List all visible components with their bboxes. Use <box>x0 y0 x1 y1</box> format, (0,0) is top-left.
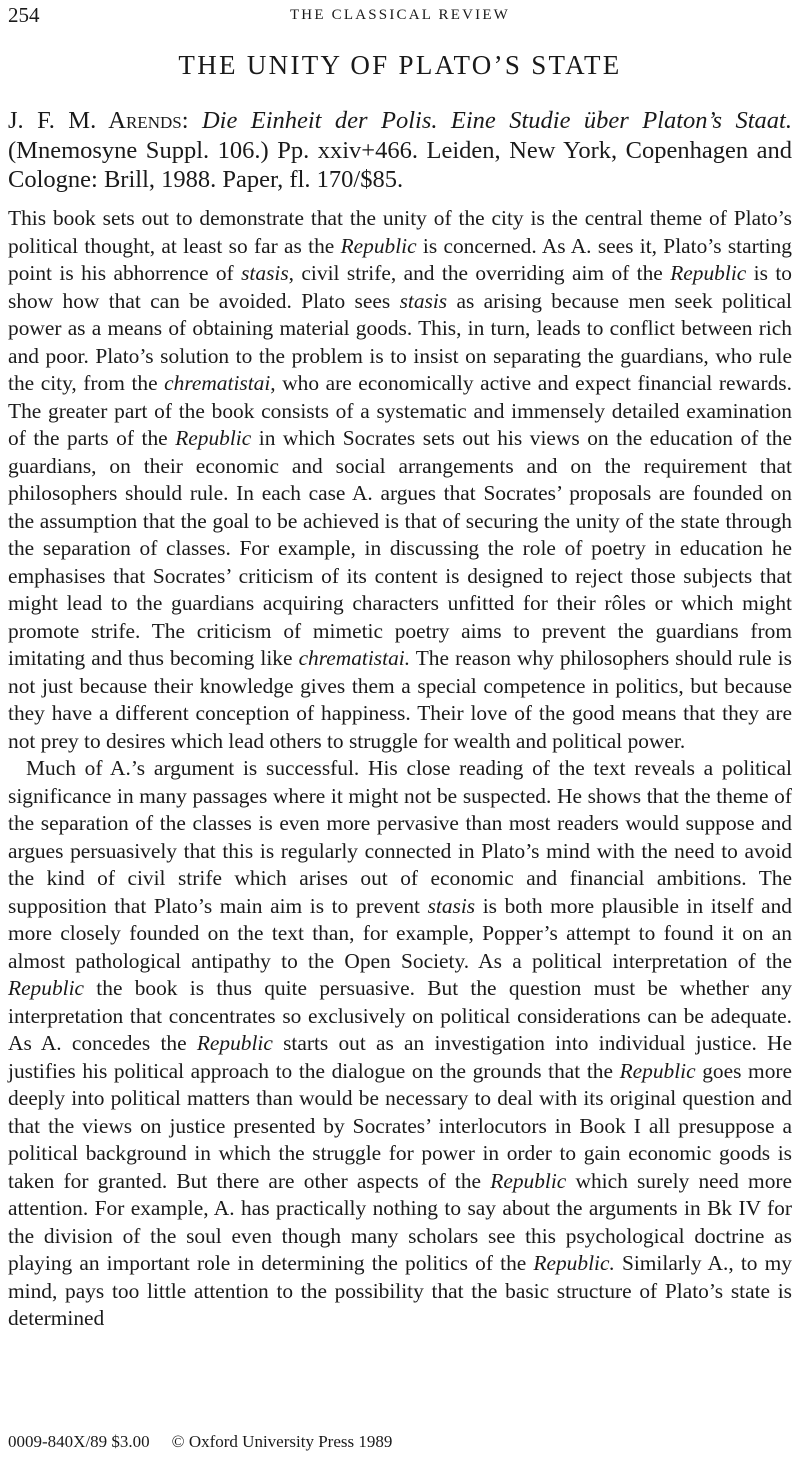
italic-term: Republic <box>196 1031 273 1055</box>
text-run: is concerned. As A. sees it, Plato’s starting point is his abhorrence of <box>8 233 792 285</box>
paragraph-2 <box>8 755 792 1333</box>
text-run: in which Socrates sets out his views on the education of the guardians, on their economic and social arrangements and on the requirement that philosophers should rule. In each case A. argues that Socrates’ proposals are founded on the assumption that the goal to be achieved is that of securing the unity of the state through the separation of classes. For example, in discussing the role of poetry in education he emphasises that Socrates’ criticism of its content is designed to reject those subjects that might lead to the guardians acquiring characters unfitted for their rôles or which might promote strife. The criticism of mimetic poetry aims to prevent the guardians from imitating and thus becoming like <box>8 426 792 670</box>
italic-term: chrematistai <box>164 371 271 395</box>
reference-book-title: Die Einheit der Polis. Eine Studie über Platon’s Staat. <box>201 107 792 134</box>
article-title: THE UNITY OF PLATO’S STATE <box>178 50 622 80</box>
page-footer <box>8 1431 392 1453</box>
italic-term: Republic <box>619 1058 696 1083</box>
paragraph-1 <box>8 205 792 755</box>
text-run: as arising because men seek political power as a means of obtaining material goods. This, in turn, leads to conflict between rich and poor. Plato’s solution to the problem is to insist on separating the guardians, who rule the city, from the <box>8 288 792 395</box>
italic-term: Republic <box>340 233 417 258</box>
page-number: 254 <box>8 3 40 27</box>
running-head: THE CLASSICAL REVIEW <box>289 7 511 23</box>
italic-term: chrematistai. <box>298 646 411 670</box>
italic-term: stasis <box>241 261 289 285</box>
issn-price: 0009-840X/89 $3.00 <box>8 1432 150 1451</box>
text-run: is both more plausible in itself and more closely founded on the text than, for example, Popper’s attempt to found it on an almost pathological antipathy to the Open Society. As a political interpretation of the <box>8 893 793 973</box>
text-run: the book is thus quite persuasive. But the question must be whether any interpretation that concentrates so exclusively on political considerations can be adequate. As A. concedes the <box>8 976 792 1055</box>
text-run: This book sets out to demonstrate that the unity of the city is the central theme of Plato’s political thought, at least so far as the <box>8 206 792 258</box>
text-run: , civil strife, and the overriding aim of the <box>288 261 671 285</box>
italic-term: Republic <box>490 1168 567 1193</box>
text-run: Much of A.’s argument is successful. His close reading of the text reveals a political significance in many passages where it might not be suspected. He shows that the theme of the separation of the classes is even more pervasive than most readers would suppose and argues persuasively that this is regularly connected in Plato’s mind with the need to avoid the kind of civil strife which arises out of economic and financial ambitions. The supposition that Plato’s main aim is to prevent <box>8 756 792 918</box>
italic-term: Republic <box>670 261 747 285</box>
reference-details: (Mnemosyne Suppl. 106.) Pp. xxiv+466. Leiden, New York, Copenhagen and Cologne: Brill, 1988. Paper, fl. 170/$85. <box>8 136 792 193</box>
book-reference <box>8 106 792 195</box>
text-run: Similarly A., to my mind, pays too little attention to the possibility that the basic structure of Plato’s state is determined <box>8 1251 792 1330</box>
reference-colon: : <box>181 107 202 134</box>
text-run: The reason why philosophers should rule is not just because their knowledge gives them a special competence in politics, but because they have a different conception of happiness. Their love of the good means that they are not prey to desires which lead others to struggle for wealth and political power. <box>8 646 792 753</box>
italic-term: Republic. <box>533 1251 615 1275</box>
text-run: starts out as an investigation into individual justice. He justifies his political approach to the dialogue on the grounds that the <box>8 1031 793 1083</box>
text-run: goes more deeply into political matters than would be necessary to deal with its original question and that the views on justice presented by Socrates’ interlocutors in Book I all presuppose a political background in which the struggle for power in order to gain economic goods is taken for granted. But there are other aspects of the <box>8 1058 793 1193</box>
italic-term: stasis <box>399 288 448 313</box>
copyright-notice: © Oxford University Press 1989 <box>171 1432 393 1451</box>
text-run: is to show how that can be avoided. Plato sees <box>8 261 793 313</box>
text-run: , who are economically active and expect financial rewards. The greater part of the book consists of a systematic and immensely detailed examination of the parts of the <box>8 371 792 450</box>
italic-term: stasis <box>427 893 476 918</box>
review-body <box>8 205 792 1333</box>
text-run: which surely need more attention. For example, A. has practically nothing to say about the arguments in Bk IV for the division of the soul even though many scholars see this psychological doctrine as playing an important role in determining the politics of the <box>8 1168 793 1275</box>
italic-term: Republic <box>175 426 252 450</box>
italic-term: Republic <box>8 976 85 1000</box>
reference-author: J. F. M. Arends <box>8 107 182 134</box>
